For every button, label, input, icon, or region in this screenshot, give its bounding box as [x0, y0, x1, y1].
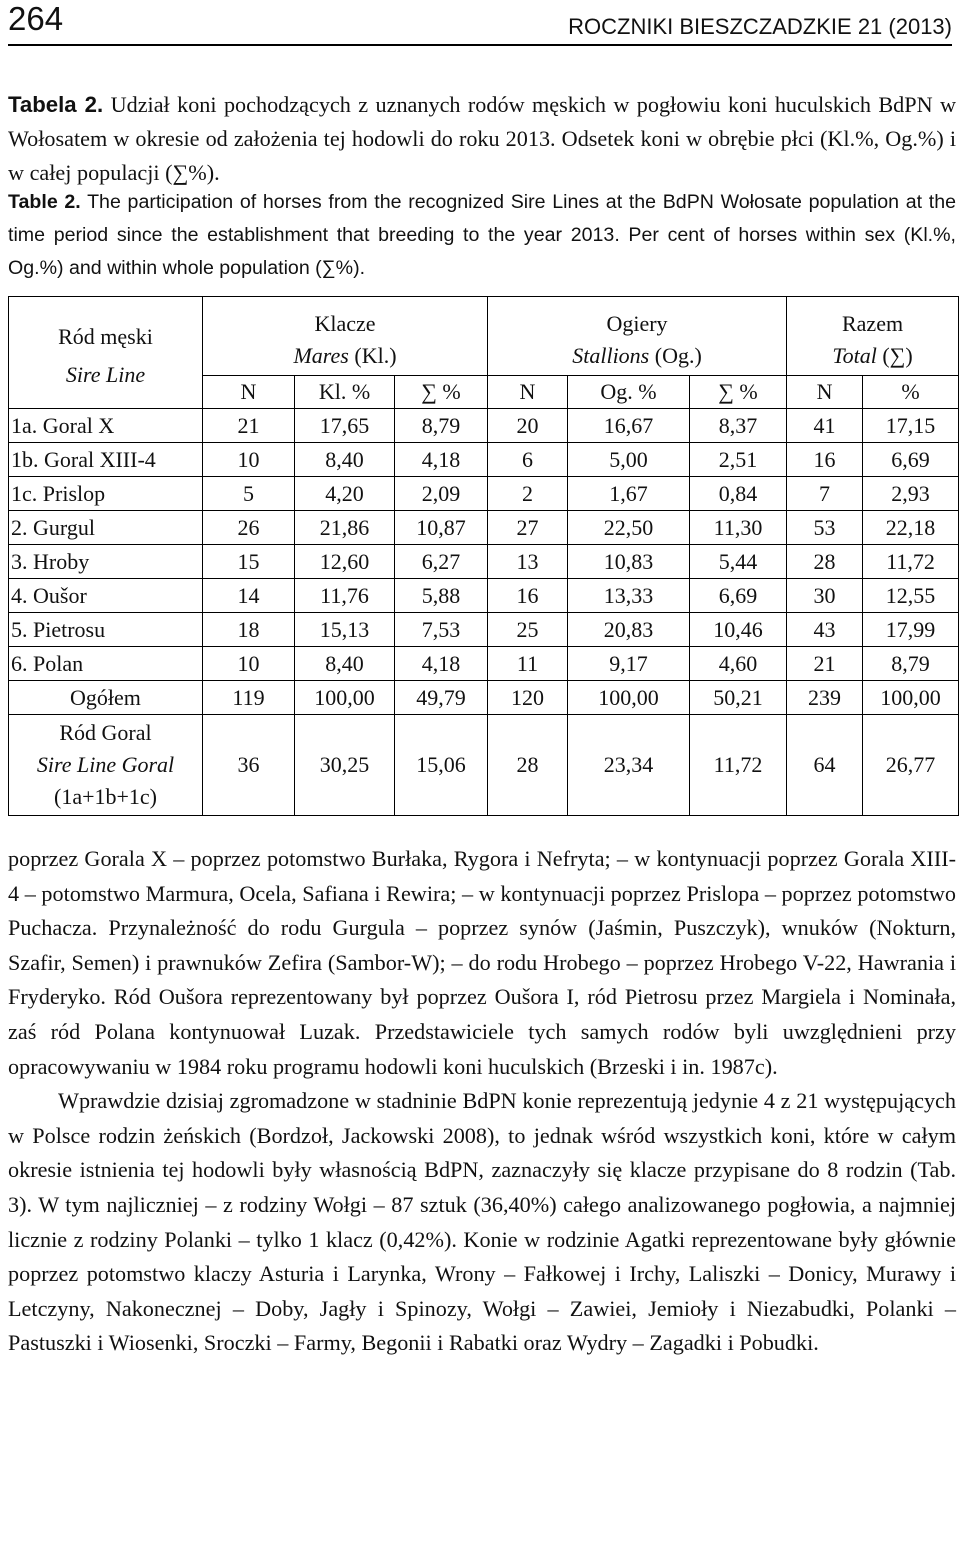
goral-name-line: Ród Goral	[59, 720, 152, 745]
table-cell: 15,06	[395, 715, 488, 816]
journal-title: ROCZNIKI BIESZCZADZKIE 21 (2013)	[568, 14, 952, 39]
table-cell: 43	[787, 613, 863, 647]
table-cell: 239	[787, 681, 863, 715]
table-cell: 21	[787, 647, 863, 681]
header-sire-en: Sire Line	[65, 361, 146, 387]
subheader-cell: N	[203, 376, 295, 409]
caption-english	[8, 186, 956, 285]
table-cell: 27	[488, 511, 568, 545]
table-row	[9, 477, 959, 511]
table-cell: 26,77	[863, 715, 959, 816]
header-total-abbr: (∑)	[882, 343, 913, 368]
header-stallions-abbr: (Og.)	[654, 343, 702, 368]
goral-name-line: (1a+1b+1c)	[54, 784, 157, 809]
table-cell: 21	[203, 409, 295, 443]
table-cell: 2,51	[690, 443, 787, 477]
subheader-cell: N	[787, 376, 863, 409]
header-mares-en-label: Mares	[293, 343, 349, 368]
caption-polish-label: Tabela 2.	[8, 92, 104, 117]
subheader-cell: %	[863, 376, 959, 409]
page-number: 264	[8, 0, 64, 37]
table-cell: 4,20	[295, 477, 395, 511]
table-cell: 0,84	[690, 477, 787, 511]
table-cell: 11	[488, 647, 568, 681]
table-cell: 22,50	[568, 511, 690, 545]
header-total-en	[787, 337, 959, 376]
table-cell: 49,79	[395, 681, 488, 715]
caption-polish	[8, 88, 956, 190]
table-cell: 22,18	[863, 511, 959, 545]
table-cell: 10	[203, 647, 295, 681]
row-name: 1c. Prislop	[9, 477, 203, 511]
paragraph-2: Wprawdzie dzisiaj zgromadzone w stadninie BdPN konie reprezentują jedynie 4 z 21 występujących w Polsce rodzin żeńskich (Bordzoł, Jackowski 2008), to jednak wśród wszystkich koni, które w całym okresie istnienia tej hodowli były własnością BdPN, zaznaczyły się klacze przypisane do 8 rodzin (Tab. 3). W tym najliczniej – z rodziny Wołgi – 87 sztuk (36,40%) całego analizowanego pogłowia, a najmniej licznie z rodziny Polanki – tylko 1 klacz (0,42%). Konie w rodzinie Agatki reprezentowane były głównie poprzez potomstwo klaczy Asturia i Larynka, Wrony – Fałkowej i Irchy, Laliszki – Donicy, Murawy i Letczyny, Nakonecznej – Doby, Jagły i Spinozy, Wołgi – Zawiei, Jemioły i Niezabudki, Polanki – Pastuszki i Wiosenki, Sroczki – Farmy, Begonii i Rabatki oraz Wydry – Zagadki i Pobudki.	[8, 1088, 956, 1356]
table-cell: 17,15	[863, 409, 959, 443]
sire-line-table	[8, 296, 959, 816]
table-cell: 17,99	[863, 613, 959, 647]
table-cell: 64	[787, 715, 863, 816]
table-cell: 15	[203, 545, 295, 579]
table-cell: 120	[488, 681, 568, 715]
table-cell: 100,00	[863, 681, 959, 715]
table-cell: 8,79	[395, 409, 488, 443]
table-cell: 10,46	[690, 613, 787, 647]
header-stallions-pl: Ogiery	[488, 297, 787, 338]
table-cell: 5,44	[690, 545, 787, 579]
table-cell: 4,60	[690, 647, 787, 681]
table-cell: 8,40	[295, 443, 395, 477]
table-cell: 7	[787, 477, 863, 511]
table-cell: 9,17	[568, 647, 690, 681]
table-cell: 6	[488, 443, 568, 477]
goral-name-line: Sire Line Goral	[36, 752, 175, 777]
subheader-cell: ∑ %	[395, 376, 488, 409]
table-cell: 8,37	[690, 409, 787, 443]
subheader-cell: N	[488, 376, 568, 409]
table-cell: 4,18	[395, 647, 488, 681]
table-cell: 28	[488, 715, 568, 816]
table-cell: 18	[203, 613, 295, 647]
table-cell: 17,65	[295, 409, 395, 443]
table-cell: 30	[787, 579, 863, 613]
table-cell: 41	[787, 409, 863, 443]
header-mares-abbr: (Kl.)	[354, 343, 397, 368]
table-cell: 30,25	[295, 715, 395, 816]
table-cell: 15,13	[295, 613, 395, 647]
table-cell: 14	[203, 579, 295, 613]
table-cell: 10	[203, 443, 295, 477]
caption-english-text: The participation of horses from the recognized Sire Lines at the BdPN Wołosate population at the time period since the establishment that breeding to the year 2013. Per cent of horses within sex (Kl.%, Og.%) and within whole population (∑%).	[8, 191, 957, 279]
table-cell: 21,86	[295, 511, 395, 545]
table-cell: 119	[203, 681, 295, 715]
table-cell: 13,33	[568, 579, 690, 613]
table-row	[9, 647, 959, 681]
table-cell: 100,00	[568, 681, 690, 715]
page-header	[8, 0, 952, 46]
header-total-en-label: Total	[832, 343, 877, 368]
caption-polish-text: Udział koni pochodzących z uznanych rodów męskich w pogłowiu koni huculskich BdPN w Wołosatem w okresie od założenia tej hodowli do roku 2013. Odsetek koni w obrębie płci (Kl.%, Og.%) i w całej populacji (∑%).	[8, 92, 957, 185]
table-row	[9, 545, 959, 579]
table-cell: 8,40	[295, 647, 395, 681]
table-cell: 16,67	[568, 409, 690, 443]
table-cell: 12,55	[863, 579, 959, 613]
row-name: Ogółem	[9, 681, 203, 715]
table-cell: 5,00	[568, 443, 690, 477]
table-cell: 10,87	[395, 511, 488, 545]
table-row	[9, 579, 959, 613]
table-cell: 100,00	[295, 681, 395, 715]
paragraph-1: poprzez Gorala X – poprzez potomstwo Burłaka, Rygora i Nefryta; – w kontynuacji poprzez Gorala XIII-4 – potomstwo Marmura, Ocela, Safiana i Rewira; – w kontynuacji poprzez Prislopa – poprzez potomstwo Puchacza. Przynależność do rodu Gurgula – poprzez synów (Jaśmin, Puszczyk), wnuków (Nokturn, Szafir, Semen) i prawnuków Zefira (Sambor-W); – do rodu Hrobego – poprzez Hrobego V-22, Hawrania i Fryderyko. Ród Oušora reprezentowany był poprzez Oušora I, ród Pietrosu przez Margiela i Nominała, zaś ród Polana kontynuował Luzak. Przedstawiciele tych samych rodów byli uwzględnieni przy opracowywaniu w 1984 roku programu hodowli koni huculskich (Brzeski i in. 1987c).	[8, 846, 956, 1079]
table-cell: 5	[203, 477, 295, 511]
table-row-goral	[9, 715, 959, 816]
row-name-goral	[9, 715, 203, 816]
table-cell: 11,72	[863, 545, 959, 579]
header-mares-en	[203, 337, 488, 376]
header-total-pl: Razem	[787, 297, 959, 338]
table-cell: 4,18	[395, 443, 488, 477]
header-sire-line	[9, 297, 203, 409]
table-cell: 6,27	[395, 545, 488, 579]
table-cell: 11,72	[690, 715, 787, 816]
table-cell: 23,34	[568, 715, 690, 816]
table-cell: 5,88	[395, 579, 488, 613]
header-sire-pl: Ród męski	[58, 323, 153, 349]
table-cell: 2,09	[395, 477, 488, 511]
table-cell: 53	[787, 511, 863, 545]
header-mares-pl: Klacze	[203, 297, 488, 338]
row-name: 1b. Goral XIII-4	[9, 443, 203, 477]
table-cell: 26	[203, 511, 295, 545]
table-cell: 25	[488, 613, 568, 647]
table-cell: 6,69	[690, 579, 787, 613]
table-cell: 13	[488, 545, 568, 579]
row-name: 5. Pietrosu	[9, 613, 203, 647]
row-name: 1a. Goral X	[9, 409, 203, 443]
table-row	[9, 443, 959, 477]
table-cell: 11,30	[690, 511, 787, 545]
table-cell: 28	[787, 545, 863, 579]
table-row	[9, 681, 959, 715]
table-row	[9, 409, 959, 443]
table-cell: 36	[203, 715, 295, 816]
table-cell: 10,83	[568, 545, 690, 579]
row-name: 3. Hroby	[9, 545, 203, 579]
table-cell: 16	[488, 579, 568, 613]
table-cell: 2	[488, 477, 568, 511]
table-cell: 20	[488, 409, 568, 443]
table-cell: 11,76	[295, 579, 395, 613]
table-cell: 6,69	[863, 443, 959, 477]
table-cell: 50,21	[690, 681, 787, 715]
body-text	[8, 842, 956, 1361]
table-cell: 16	[787, 443, 863, 477]
header-stallions-en	[488, 337, 787, 376]
header-stallions-en-label: Stallions	[572, 343, 650, 368]
table-cell: 20,83	[568, 613, 690, 647]
table-cell: 1,67	[568, 477, 690, 511]
table-cell: 7,53	[395, 613, 488, 647]
subheader-cell: Og. %	[568, 376, 690, 409]
table-row	[9, 613, 959, 647]
table-cell: 2,93	[863, 477, 959, 511]
table-cell: 8,79	[863, 647, 959, 681]
row-name: 2. Gurgul	[9, 511, 203, 545]
subheader-cell: ∑ %	[690, 376, 787, 409]
table-row	[9, 511, 959, 545]
row-name: 6. Polan	[9, 647, 203, 681]
row-name: 4. Oušor	[9, 579, 203, 613]
subheader-cell: Kl. %	[295, 376, 395, 409]
table-cell: 12,60	[295, 545, 395, 579]
caption-english-label: Table 2.	[8, 191, 81, 213]
